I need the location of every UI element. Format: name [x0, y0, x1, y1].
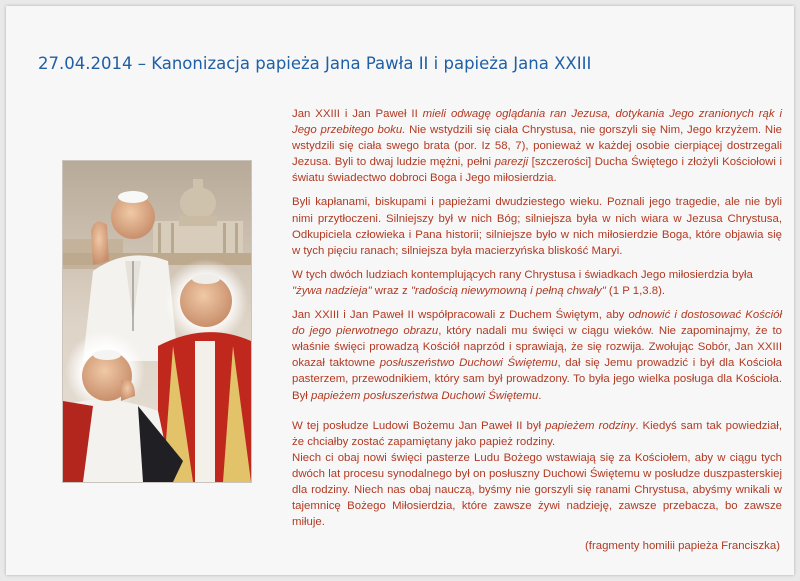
text-run: "żywa nadzieja" — [292, 284, 372, 297]
text-run: "radością niewymowną i pełną chwały" — [410, 284, 606, 297]
text-run: Byli kapłanami, biskupami i papieżami dwudziestego wieku. Poznali jego tragedie, ale nie byli nimi przytłoczeni. Silniejszy był w nich Bóg; silniejsza była w nich wiara w Jezusa Chrystusa, Odkupiciela człowieka i Pana historii; silniejsze było w nich miłosierdzie Boga, które objawia się w tych pięciu ranach; silniejsza była macierzyńska bliskość Maryi. — [292, 196, 782, 257]
homily-text — [292, 106, 782, 562]
text-run: , który nadali mu święci w ciągu wieków. Nie zapominajmy, że to właśnie święci prowadzą Kościół naprzód i sprawiają, że się rozwija. Zwołując Sobór, Jan XXIII okazał taktowne — [292, 325, 782, 370]
text-run: papieżem posłuszeństwa Duchowi Świętemu — [311, 389, 539, 402]
homily-paragraph-4 — [292, 307, 782, 404]
homily-credit: (fragmenty homilii papieża Franciszka) — [585, 540, 780, 553]
text-run: parezji — [494, 156, 529, 169]
popes-photo — [62, 160, 252, 483]
homily-paragraph-5 — [292, 418, 782, 450]
page-title: 27.04.2014 – Kanonizacja papieża Jana Pawła II i papieża Jana XXIII — [38, 54, 592, 73]
text-run: Nie wstydzili się ciała Chrystusa, nie gorszyli się Nim, Jego krzyżem. Nie wstydzili się ciała swego brata (por. Iz 58, 7), ponieważ w każdej osobie cierpiącej dostrzegali Jezusa. Byli to dwaj ludzie mężni, pełni — [292, 124, 782, 169]
text-run: wraz z — [371, 284, 411, 297]
text-run: Jan XXIII i Jan Paweł II — [292, 108, 423, 120]
text-run: Niech ci obaj nowi święci pasterze Ludu Bożego wstawiają się za Kościołem, aby w ciągu tych dwóch lat procesu synodalnego był on posłuszny Duchowi Świętemu w posłudze duszpasterskiej dla rodziny. Niech nas obaj nauczą, byśmy nie gorszyli się ranami Chrystusa, abyśmy wnikali w tajemnicę Bożego Miłosierdzia, które zawsze żywi nadzieję, zawsze przebacza, bo zawsze miłuje. — [292, 451, 782, 529]
text-run: papieżem rodziny — [545, 419, 636, 432]
text-run: Jan XXIII i Jan Paweł II współpracowali z Duchem Świętym, aby — [292, 309, 629, 322]
homily-paragraph-3 — [292, 267, 782, 299]
text-run: , dał się Jemu prowadzić i był dla Kościoła pasterzem, przewodnikiem, który sam był prowadzony. To była jego wielka posługa dla Kościoła. Był — [292, 357, 782, 402]
text-run: W tych dwóch ludziach kontemplujących rany Chrystusa i świadkach Jego miłosierdzia była — [292, 268, 753, 281]
text-run: [szczerości] Ducha Świętego i złożyli Kościołowi i światu świadectwo dobroci Boga i Jego miłosierdzia. — [292, 156, 782, 185]
text-run: mieli odwagę oglądania ran Jezusa, dotykania Jego zranionych rąk i Jego przebitego boku. — [292, 108, 783, 137]
homily-paragraph-6 — [292, 450, 782, 530]
page-sheet — [6, 6, 794, 575]
text-run: . — [538, 389, 542, 402]
text-run: posłuszeństwo Duchowi Świętemu — [379, 357, 558, 370]
homily-paragraph-1 — [292, 106, 782, 186]
text-run: odnowić i dostosować Kościół do jego pierwotnego obrazu — [292, 309, 783, 338]
text-run: W tej posłudze Ludowi Bożemu Jan Paweł II był — [292, 419, 546, 432]
text-run: (1 P 1,3.8). — [605, 284, 666, 297]
homily-paragraph-2 — [292, 194, 782, 258]
text-run: . Kiedyś sam tak powiedział, że chciałby zostać zapamiętany jako papież rodziny. — [292, 419, 782, 448]
